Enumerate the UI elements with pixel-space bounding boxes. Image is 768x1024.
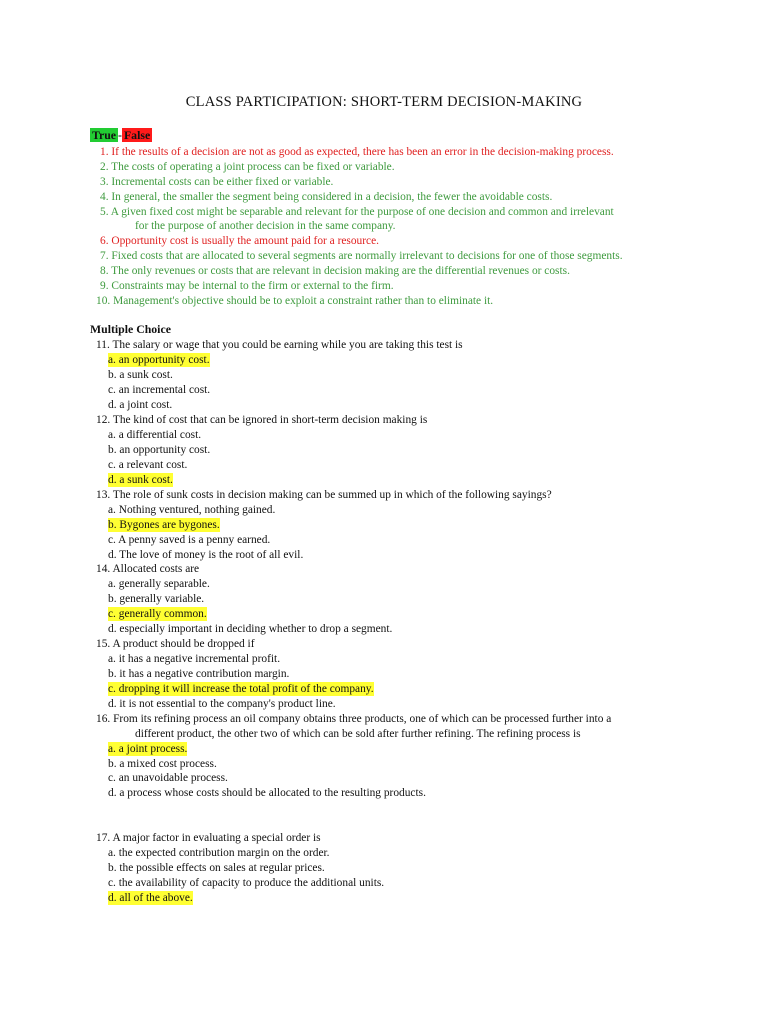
answer-option-correct: c. dropping it will increase the total profit of the company.	[108, 683, 374, 695]
true-false-item: 6. Opportunity cost is usually the amount paid for a resource.	[100, 235, 380, 247]
answer-option-correct: d. a sunk cost.	[108, 474, 173, 486]
answer-option: a. Nothing ventured, nothing gained.	[108, 504, 276, 516]
true-false-item: 2. The costs of operating a joint process can be fixed or variable.	[100, 161, 395, 173]
false-label: False	[123, 128, 151, 142]
question-text: 11. The salary or wage that you could be earning while you are taking this test is	[96, 339, 463, 351]
question-text: 14. Allocated costs are	[96, 563, 200, 575]
true-false-item: 4. In general, the smaller the segment being considered in a decision, the fewer the avoidable costs.	[100, 191, 553, 203]
answer-option: d. a joint cost.	[108, 399, 173, 411]
answer-option: d. a process whose costs should be allocated to the resulting products.	[108, 787, 426, 799]
answer-option: d. The love of money is the root of all evil.	[108, 549, 304, 561]
answer-option: a. a differential cost.	[108, 429, 202, 441]
true-false-item: 1. If the results of a decision are not as good as expected, there has been an error in the decision-making process.	[100, 146, 614, 158]
answer-option: d. it is not essential to the company's product line.	[108, 698, 336, 710]
answer-option: c. A penny saved is a penny earned.	[108, 534, 271, 546]
answer-option: b. an opportunity cost.	[108, 444, 211, 456]
true-false-item: 5. A given fixed cost might be separable and relevant for the purpose of one decision and common and irrelevant	[100, 206, 614, 218]
answer-option-correct: c. generally common.	[108, 608, 207, 620]
answer-option: d. especially important in deciding whether to drop a segment.	[108, 623, 393, 635]
answer-option: b. the possible effects on sales at regular prices.	[108, 862, 325, 874]
true-false-item: for the purpose of another decision in the same company.	[135, 220, 396, 232]
answer-option: b. generally variable.	[108, 593, 205, 605]
answer-option: a. it has a negative incremental profit.	[108, 653, 281, 665]
true-label: True	[92, 128, 117, 142]
answer-option-correct: b. Bygones are bygones.	[108, 519, 220, 531]
answer-option: c. an incremental cost.	[108, 384, 211, 396]
answer-option: c. the availability of capacity to produce the additional units.	[108, 877, 385, 889]
question-text: 13. The role of sunk costs in decision making can be summed up in which of the following sayings?	[96, 489, 552, 501]
answer-option-correct: d. all of the above.	[108, 892, 193, 904]
heading-separator: -	[118, 128, 122, 142]
question-text: 15. A product should be dropped if	[96, 638, 255, 650]
true-false-item: 7. Fixed costs that are allocated to several segments are normally irrelevant to decisions for one of those segments.	[100, 250, 623, 262]
answer-option: b. a mixed cost process.	[108, 758, 217, 770]
answer-option: a. generally separable.	[108, 578, 210, 590]
answer-option: b. it has a negative contribution margin.	[108, 668, 290, 680]
true-false-item: 10. Management's objective should be to exploit a constraint rather than to eliminate it.	[96, 295, 494, 307]
question-text: 16. From its refining process an oil company obtains three products, one of which can be processed further into a	[96, 713, 612, 725]
true-false-item: 3. Incremental costs can be either fixed or variable.	[100, 176, 334, 188]
page-title: CLASS PARTICIPATION: SHORT-TERM DECISION-MAKING	[185, 94, 583, 110]
answer-option: c. an unavoidable process.	[108, 772, 228, 784]
answer-option: c. a relevant cost.	[108, 459, 188, 471]
answer-option-correct: a. a joint process.	[108, 743, 188, 755]
answer-option-correct: a. an opportunity cost.	[108, 354, 210, 366]
question-text: 17. A major factor in evaluating a special order is	[96, 832, 321, 844]
answer-option: a. the expected contribution margin on the order.	[108, 847, 330, 859]
answer-option: b. a sunk cost.	[108, 369, 173, 381]
question-text-continuation: different product, the other two of which can be sold after further refining. The refining process is	[135, 728, 581, 740]
multiple-choice-heading: Multiple Choice	[90, 322, 171, 336]
true-false-item: 9. Constraints may be internal to the firm or external to the firm.	[100, 280, 394, 292]
true-false-item: 8. The only revenues or costs that are relevant in decision making are the differential revenues or costs.	[100, 265, 570, 277]
question-text: 12. The kind of cost that can be ignored in short-term decision making is	[96, 414, 428, 426]
true-false-heading	[90, 128, 152, 143]
